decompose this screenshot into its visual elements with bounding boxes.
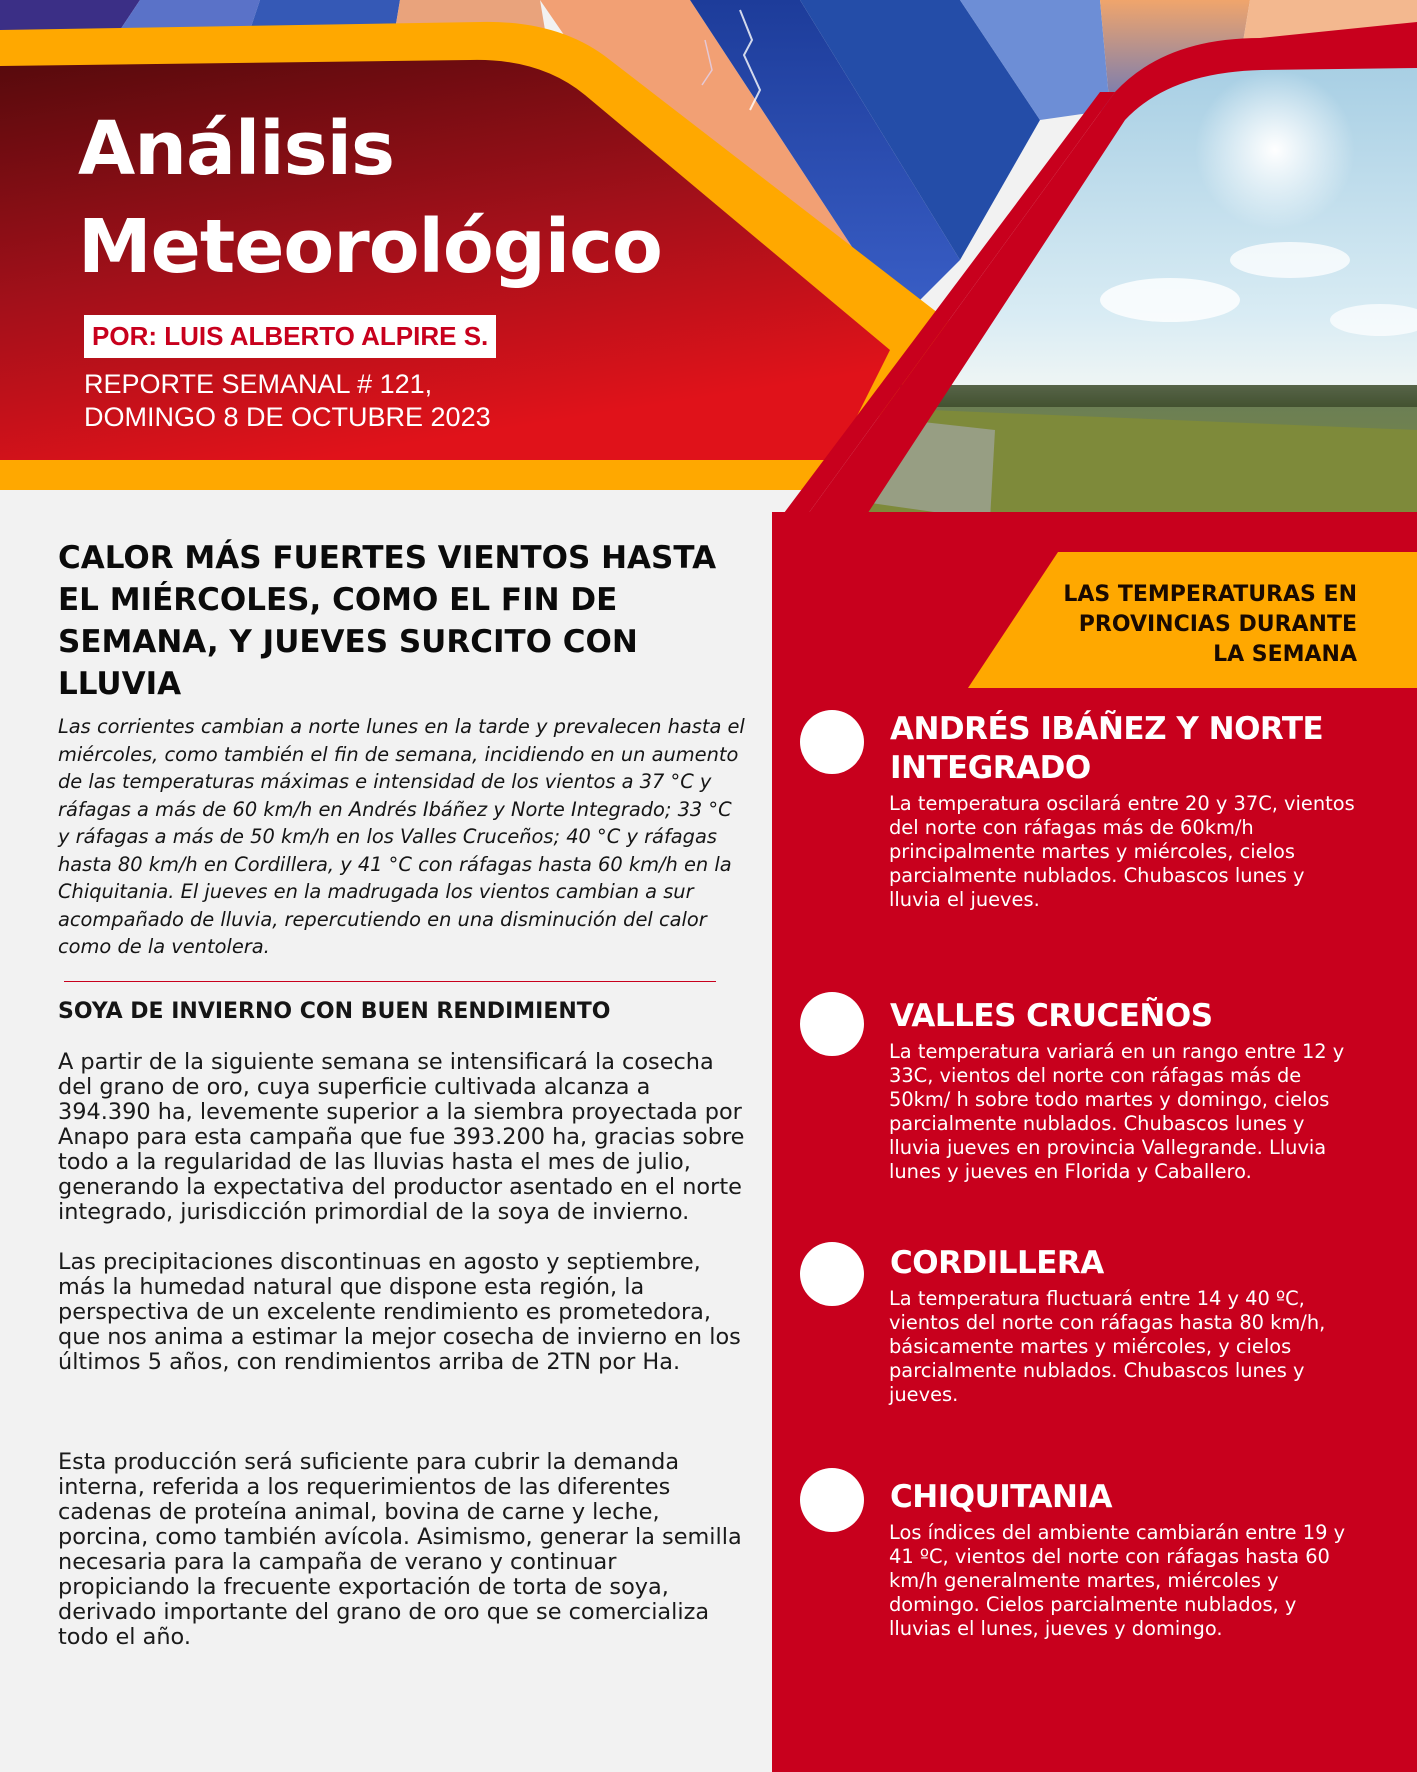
tag-line-2: PROVINCIAS DURANTE: [1078, 612, 1357, 637]
region-title: ANDRÉS IBÁÑEZ Y NORTE INTEGRADO: [890, 711, 1324, 786]
provinces-tag: [968, 552, 1417, 688]
region-title: VALLES CRUCEÑOS: [890, 998, 1213, 1034]
region-text: Los índices del ambiente cambiarán entre 19 y 41 ºC, vientos del norte con ráfagas hasta 60 km/h generalmente martes, miércoles y domingo. Cielos parcialmente nublados, y lluvias el lunes, jueves y domingo.: [889, 1521, 1346, 1640]
region-text: La temperatura fluctuará entre 14 y 40 ºC, vientos del norte con ráfagas hasta 80 km/h, básicamente martes y miércoles, y cielos parcialmente nublados. Chubascos lunes y jueves.: [889, 1287, 1326, 1406]
section-divider: [64, 981, 716, 982]
bullet-circle: [800, 710, 864, 774]
article-paragraph: A partir de la siguiente semana se intensificará la cosecha del grano de oro, cuya superficie cultivada alcanza a 394.390 ha, levemente superior a la siembra proyectada por Anapo para esta campaña que fue 393.200 ha, gracias sobre todo a la regularidad de las lluvias hasta el mes de julio, generando la expectativa del productor asentado en el norte integrado, jurisdicción primordial de la soya de invierno.: [58, 1048, 745, 1225]
bullet-circle: [800, 1242, 864, 1306]
author-badge: POR: LUIS ALBERTO ALPIRE S.: [84, 315, 496, 358]
section-subheading: SOYA DE INVIERNO CON BUEN RENDIMIENTO: [58, 998, 611, 1024]
report-date: DOMINGO 8 DE OCTUBRE 2023: [84, 402, 491, 432]
region-cordillera: [800, 1242, 1360, 1407]
region-title: CHIQUITANIA: [890, 1479, 1112, 1515]
article-headline: CALOR MÁS FUERTES VIENTOS HASTA EL MIÉRCOLES, COMO EL FIN DE SEMANA, Y JUEVES SURCITO CON LLUVIA: [58, 540, 717, 702]
bullet-circle: [800, 992, 864, 1056]
region-valles-crucenos: [800, 992, 1360, 1184]
tag-line-3: LA SEMANA: [1213, 642, 1357, 667]
provinces-tag-text: [1063, 580, 1357, 670]
header-banner: [0, 0, 1417, 525]
strip-storm-1: [0, 0, 140, 30]
article-summary: Las corrientes cambian a norte lunes en la tarde y prevalecen hasta el miércoles, como también el fin de semana, incidiendo en un aumento de las temperaturas máximas e intensidad de los vientos a 37 °C y ráfagas a más de 60 km/h en Andrés Ibáñez y Norte Integrado; 33 °C y ráfagas a más de 50 km/h en los Valles Cruceños; 40 °C y ráfagas hasta 80 km/h en Cordillera, y 41 °C con ráfagas hasta 60 km/h en la Chiquitania. El jueves en la madrugada los vientos cambian a sur acompañado de lluvia, repercutiendo en una disminución del calor como de la ventolera.: [58, 715, 745, 958]
report-number: REPORTE SEMANAL # 121,: [84, 369, 433, 399]
region-text: La temperatura variará en un rango entre 12 y 33C, vientos del norte con ráfagas más de 50km/ h sobre todo martes y domingo, cielos parcialmente nublados. Chubascos lunes y lluvia jueves en provincia Vallegrande. Lluvia lunes y jueves en Florida y Caballero.: [889, 1040, 1345, 1183]
title-line-1: Análisis: [78, 106, 395, 192]
region-andres-ibanez: [800, 710, 1360, 912]
article-paragraph: Las precipitaciones discontinuas en agosto y septiembre, más la humedad natural que dispone esta región, la perspectiva de un excelente rendimiento es prometedora, que nos anima a estimar la mejor cosecha de invierno en los últimos 5 años, con rendimientos arriba de 2TN por Ha.: [58, 1248, 741, 1375]
report-info: [84, 368, 491, 434]
strip-cloud-1: [120, 0, 260, 30]
tag-line-1: LAS TEMPERATURAS EN: [1063, 582, 1357, 607]
article-paragraph: Esta producción será suficiente para cubrir la demanda interna, referida a los requerimientos de las diferentes cadenas de proteína animal, bovina de carne y leche, porcina, como también avícola. Asimismo, generar la semilla necesaria para la campaña de verano y continuar propiciando la frecuente exportación de torta de soya, derivado importante del grano de oro que se comercializa todo el año.: [58, 1448, 742, 1650]
page-title: [78, 100, 662, 296]
title-line-2: Meteorológico: [78, 204, 662, 290]
bullet-circle: [800, 1468, 864, 1532]
region-chiquitania: [800, 1468, 1360, 1641]
article-column: [58, 537, 748, 1650]
region-text: La temperatura oscilará entre 20 y 37C, vientos del norte con ráfagas más de 60km/h principalmente martes y miércoles, cielos parcialmente nublados. Chubascos lunes y lluvia el jueves.: [889, 792, 1355, 911]
region-title: CORDILLERA: [890, 1245, 1104, 1281]
